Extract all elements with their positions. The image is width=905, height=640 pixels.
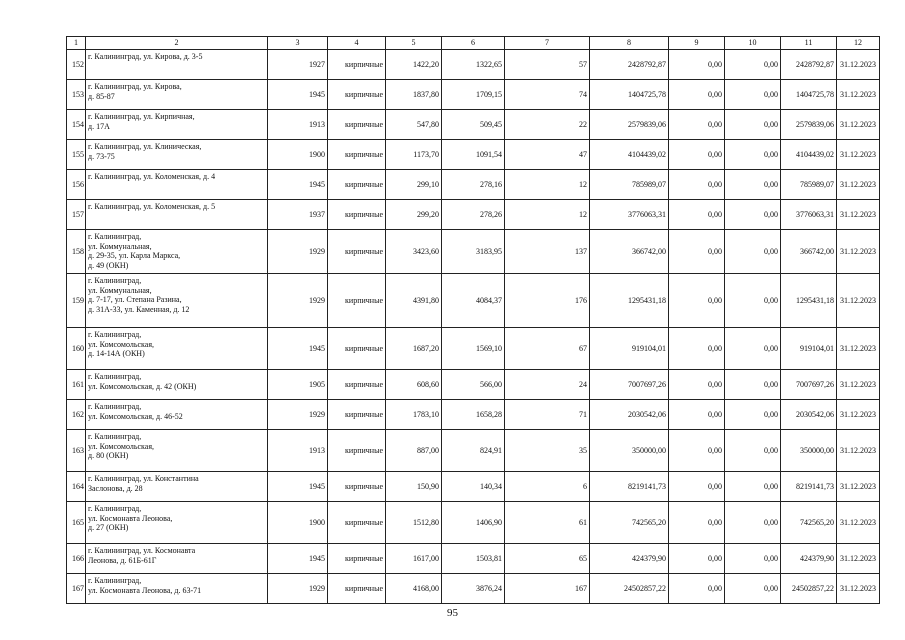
value-cell: 4104439,02 [781, 140, 837, 170]
value-cell: 1658,28 [442, 400, 505, 430]
value-cell: 8219141,73 [781, 472, 837, 502]
value-cell: 8219141,73 [590, 472, 669, 502]
material-cell: кирпичные [328, 230, 386, 274]
value-cell: 350000,00 [590, 430, 669, 472]
value-cell: 12 [505, 200, 590, 230]
column-number-row [67, 37, 880, 50]
address-cell: г. Калининград, ул. Кирова, д. 3-5 [86, 50, 268, 80]
year-cell: 1900 [268, 140, 328, 170]
header-cell: 12 [837, 37, 880, 50]
value-cell: 1783,10 [386, 400, 442, 430]
value-cell: 0,00 [725, 274, 781, 328]
address-cell: г. Калининград, ул. Комсомольская, д. 80 (ОКН) [86, 430, 268, 472]
header-cell: 9 [669, 37, 725, 50]
value-cell: 1709,15 [442, 80, 505, 110]
value-cell: 608,60 [386, 370, 442, 400]
value-cell: 0,00 [669, 170, 725, 200]
value-cell: 71 [505, 400, 590, 430]
date-cell: 31.12.2023 [837, 274, 880, 328]
value-cell: 1173,70 [386, 140, 442, 170]
value-cell: 0,00 [669, 200, 725, 230]
value-cell: 0,00 [669, 400, 725, 430]
value-cell: 0,00 [669, 574, 725, 604]
header-cell: 2 [86, 37, 268, 50]
value-cell: 278,16 [442, 170, 505, 200]
date-cell: 31.12.2023 [837, 472, 880, 502]
value-cell: 2428792,87 [590, 50, 669, 80]
table-row [67, 140, 880, 170]
value-cell: 0,00 [669, 472, 725, 502]
address-cell: г. Калининград, ул. Космонавта Леонова, д. 61Б-61Г [86, 544, 268, 574]
address-cell: г. Калининград, ул. Коломенская, д. 5 [86, 200, 268, 230]
value-cell: 35 [505, 430, 590, 472]
date-cell: 31.12.2023 [837, 370, 880, 400]
table-row [67, 80, 880, 110]
year-cell: 1937 [268, 200, 328, 230]
value-cell: 67 [505, 328, 590, 370]
header-cell: 4 [328, 37, 386, 50]
value-cell: 24 [505, 370, 590, 400]
value-cell: 509,45 [442, 110, 505, 140]
date-cell: 31.12.2023 [837, 574, 880, 604]
value-cell: 0,00 [669, 430, 725, 472]
value-cell: 0,00 [725, 200, 781, 230]
value-cell: 2579839,06 [781, 110, 837, 140]
value-cell: 3876,24 [442, 574, 505, 604]
value-cell: 0,00 [725, 328, 781, 370]
address-cell: г. Калининград, ул. Космонавта Леонова, д. 27 (ОКН) [86, 502, 268, 544]
table-row [67, 430, 880, 472]
housing-table [66, 36, 880, 604]
value-cell: 2030542,06 [781, 400, 837, 430]
table-row [67, 544, 880, 574]
value-cell: 12 [505, 170, 590, 200]
value-cell: 74 [505, 80, 590, 110]
value-cell: 2428792,87 [781, 50, 837, 80]
value-cell: 0,00 [725, 472, 781, 502]
address-cell: г. Калининград, ул. Коммунальная, д. 29-35, ул. Карла Маркса, д. 49 (ОКН) [86, 230, 268, 274]
year-cell: 1945 [268, 80, 328, 110]
year-cell: 1927 [268, 50, 328, 80]
value-cell: 424379,90 [590, 544, 669, 574]
value-cell: 0,00 [725, 544, 781, 574]
year-cell: 1945 [268, 170, 328, 200]
material-cell: кирпичные [328, 328, 386, 370]
header-cell: 11 [781, 37, 837, 50]
value-cell: 7007697,26 [590, 370, 669, 400]
address-cell: г. Калининград, ул. Комсомольская, д. 46-52 [86, 400, 268, 430]
value-cell: 1295431,18 [781, 274, 837, 328]
year-cell: 1913 [268, 110, 328, 140]
header-cell: 5 [386, 37, 442, 50]
value-cell: 299,10 [386, 170, 442, 200]
value-cell: 1837,80 [386, 80, 442, 110]
year-cell: 1945 [268, 544, 328, 574]
value-cell: 0,00 [725, 400, 781, 430]
year-cell: 1929 [268, 274, 328, 328]
value-cell: 350000,00 [781, 430, 837, 472]
table-row [67, 328, 880, 370]
address-cell: г. Калининград, ул. Комсомольская, д. 42 (ОКН) [86, 370, 268, 400]
material-cell: кирпичные [328, 544, 386, 574]
row-number-cell: 157 [67, 200, 86, 230]
material-cell: кирпичные [328, 170, 386, 200]
value-cell: 0,00 [669, 370, 725, 400]
value-cell: 3776063,31 [590, 200, 669, 230]
value-cell: 424379,90 [781, 544, 837, 574]
year-cell: 1945 [268, 472, 328, 502]
row-number-cell: 161 [67, 370, 86, 400]
value-cell: 167 [505, 574, 590, 604]
value-cell: 57 [505, 50, 590, 80]
date-cell: 31.12.2023 [837, 502, 880, 544]
value-cell: 176 [505, 274, 590, 328]
header-cell: 6 [442, 37, 505, 50]
row-number-cell: 156 [67, 170, 86, 200]
value-cell: 566,00 [442, 370, 505, 400]
material-cell: кирпичные [328, 140, 386, 170]
year-cell: 1900 [268, 502, 328, 544]
value-cell: 742565,20 [590, 502, 669, 544]
value-cell: 785989,07 [590, 170, 669, 200]
value-cell: 150,90 [386, 472, 442, 502]
value-cell: 6 [505, 472, 590, 502]
date-cell: 31.12.2023 [837, 328, 880, 370]
date-cell: 31.12.2023 [837, 110, 880, 140]
row-number-cell: 159 [67, 274, 86, 328]
value-cell: 24502857,22 [781, 574, 837, 604]
value-cell: 65 [505, 544, 590, 574]
table-row [67, 400, 880, 430]
date-cell: 31.12.2023 [837, 50, 880, 80]
year-cell: 1929 [268, 574, 328, 604]
value-cell: 2579839,06 [590, 110, 669, 140]
value-cell: 1091,54 [442, 140, 505, 170]
date-cell: 31.12.2023 [837, 200, 880, 230]
date-cell: 31.12.2023 [837, 430, 880, 472]
date-cell: 31.12.2023 [837, 544, 880, 574]
date-cell: 31.12.2023 [837, 230, 880, 274]
table-row [67, 574, 880, 604]
value-cell: 0,00 [669, 544, 725, 574]
year-cell: 1945 [268, 328, 328, 370]
date-cell: 31.12.2023 [837, 170, 880, 200]
value-cell: 140,34 [442, 472, 505, 502]
row-number-cell: 166 [67, 544, 86, 574]
table-row [67, 200, 880, 230]
material-cell: кирпичные [328, 502, 386, 544]
header-cell: 8 [590, 37, 669, 50]
value-cell: 0,00 [669, 80, 725, 110]
material-cell: кирпичные [328, 50, 386, 80]
address-cell: г. Калининград, ул. Коммунальная, д. 7-17, ул. Степана Разина, д. 31А-33, ул. Каменная, д. 12 [86, 274, 268, 328]
year-cell: 1929 [268, 400, 328, 430]
value-cell: 4168,00 [386, 574, 442, 604]
material-cell: кирпичные [328, 274, 386, 328]
value-cell: 0,00 [669, 502, 725, 544]
address-cell: г. Калининград, ул. Комсомольская, д. 14-14А (ОКН) [86, 328, 268, 370]
date-cell: 31.12.2023 [837, 400, 880, 430]
row-number-cell: 153 [67, 80, 86, 110]
header-cell: 7 [505, 37, 590, 50]
material-cell: кирпичные [328, 472, 386, 502]
year-cell: 1905 [268, 370, 328, 400]
value-cell: 0,00 [725, 574, 781, 604]
row-number-cell: 158 [67, 230, 86, 274]
table-row [67, 370, 880, 400]
address-cell: г. Калининград, ул. Кирпичная, д. 17А [86, 110, 268, 140]
value-cell: 1322,65 [442, 50, 505, 80]
value-cell: 547,80 [386, 110, 442, 140]
row-number-cell: 163 [67, 430, 86, 472]
material-cell: кирпичные [328, 370, 386, 400]
value-cell: 0,00 [725, 370, 781, 400]
value-cell: 299,20 [386, 200, 442, 230]
row-number-cell: 155 [67, 140, 86, 170]
date-cell: 31.12.2023 [837, 80, 880, 110]
value-cell: 919104,01 [590, 328, 669, 370]
material-cell: кирпичные [328, 200, 386, 230]
row-number-cell: 162 [67, 400, 86, 430]
value-cell: 1503,81 [442, 544, 505, 574]
value-cell: 887,00 [386, 430, 442, 472]
value-cell: 4104439,02 [590, 140, 669, 170]
year-cell: 1929 [268, 230, 328, 274]
value-cell: 1404725,78 [781, 80, 837, 110]
value-cell: 0,00 [725, 50, 781, 80]
value-cell: 278,26 [442, 200, 505, 230]
value-cell: 0,00 [669, 274, 725, 328]
value-cell: 366742,00 [590, 230, 669, 274]
year-cell: 1913 [268, 430, 328, 472]
value-cell: 0,00 [669, 328, 725, 370]
row-number-cell: 167 [67, 574, 86, 604]
value-cell: 742565,20 [781, 502, 837, 544]
value-cell: 0,00 [669, 230, 725, 274]
value-cell: 1404725,78 [590, 80, 669, 110]
table-row [67, 274, 880, 328]
value-cell: 366742,00 [781, 230, 837, 274]
value-cell: 0,00 [725, 110, 781, 140]
address-cell: г. Калининград, ул. Кирова, д. 85-87 [86, 80, 268, 110]
value-cell: 2030542,06 [590, 400, 669, 430]
value-cell: 61 [505, 502, 590, 544]
value-cell: 0,00 [725, 502, 781, 544]
value-cell: 4391,80 [386, 274, 442, 328]
material-cell: кирпичные [328, 574, 386, 604]
address-cell: г. Калининград, ул. Космонавта Леонова, д. 63-71 [86, 574, 268, 604]
value-cell: 1406,90 [442, 502, 505, 544]
value-cell: 22 [505, 110, 590, 140]
header-cell: 3 [268, 37, 328, 50]
value-cell: 1617,00 [386, 544, 442, 574]
value-cell: 137 [505, 230, 590, 274]
value-cell: 0,00 [725, 80, 781, 110]
value-cell: 1512,80 [386, 502, 442, 544]
material-cell: кирпичные [328, 430, 386, 472]
material-cell: кирпичные [328, 110, 386, 140]
value-cell: 0,00 [725, 140, 781, 170]
material-cell: кирпичные [328, 80, 386, 110]
material-cell: кирпичные [328, 400, 386, 430]
address-cell: г. Калининград, ул. Клиническая, д. 73-75 [86, 140, 268, 170]
table-row [67, 50, 880, 80]
header-cell: 1 [67, 37, 86, 50]
value-cell: 3423,60 [386, 230, 442, 274]
address-cell: г. Калининград, ул. Константина Заслонова, д. 28 [86, 472, 268, 502]
value-cell: 0,00 [725, 430, 781, 472]
value-cell: 24502857,22 [590, 574, 669, 604]
value-cell: 0,00 [725, 170, 781, 200]
value-cell: 3776063,31 [781, 200, 837, 230]
value-cell: 0,00 [669, 110, 725, 140]
value-cell: 3183,95 [442, 230, 505, 274]
page-number: 95 [447, 607, 458, 619]
value-cell: 785989,07 [781, 170, 837, 200]
table-row [67, 170, 880, 200]
value-cell: 919104,01 [781, 328, 837, 370]
row-number-cell: 152 [67, 50, 86, 80]
value-cell: 47 [505, 140, 590, 170]
value-cell: 1569,10 [442, 328, 505, 370]
value-cell: 1687,20 [386, 328, 442, 370]
value-cell: 824,91 [442, 430, 505, 472]
header-cell: 10 [725, 37, 781, 50]
row-number-cell: 164 [67, 472, 86, 502]
value-cell: 1422,20 [386, 50, 442, 80]
row-number-cell: 160 [67, 328, 86, 370]
table-row [67, 110, 880, 140]
value-cell: 7007697,26 [781, 370, 837, 400]
date-cell: 31.12.2023 [837, 140, 880, 170]
value-cell: 0,00 [725, 230, 781, 274]
table-row [67, 502, 880, 544]
value-cell: 1295431,18 [590, 274, 669, 328]
row-number-cell: 165 [67, 502, 86, 544]
table-row [67, 230, 880, 274]
value-cell: 4084,37 [442, 274, 505, 328]
value-cell: 0,00 [669, 140, 725, 170]
value-cell: 0,00 [669, 50, 725, 80]
table-row [67, 472, 880, 502]
address-cell: г. Калининград, ул. Коломенская, д. 4 [86, 170, 268, 200]
row-number-cell: 154 [67, 110, 86, 140]
